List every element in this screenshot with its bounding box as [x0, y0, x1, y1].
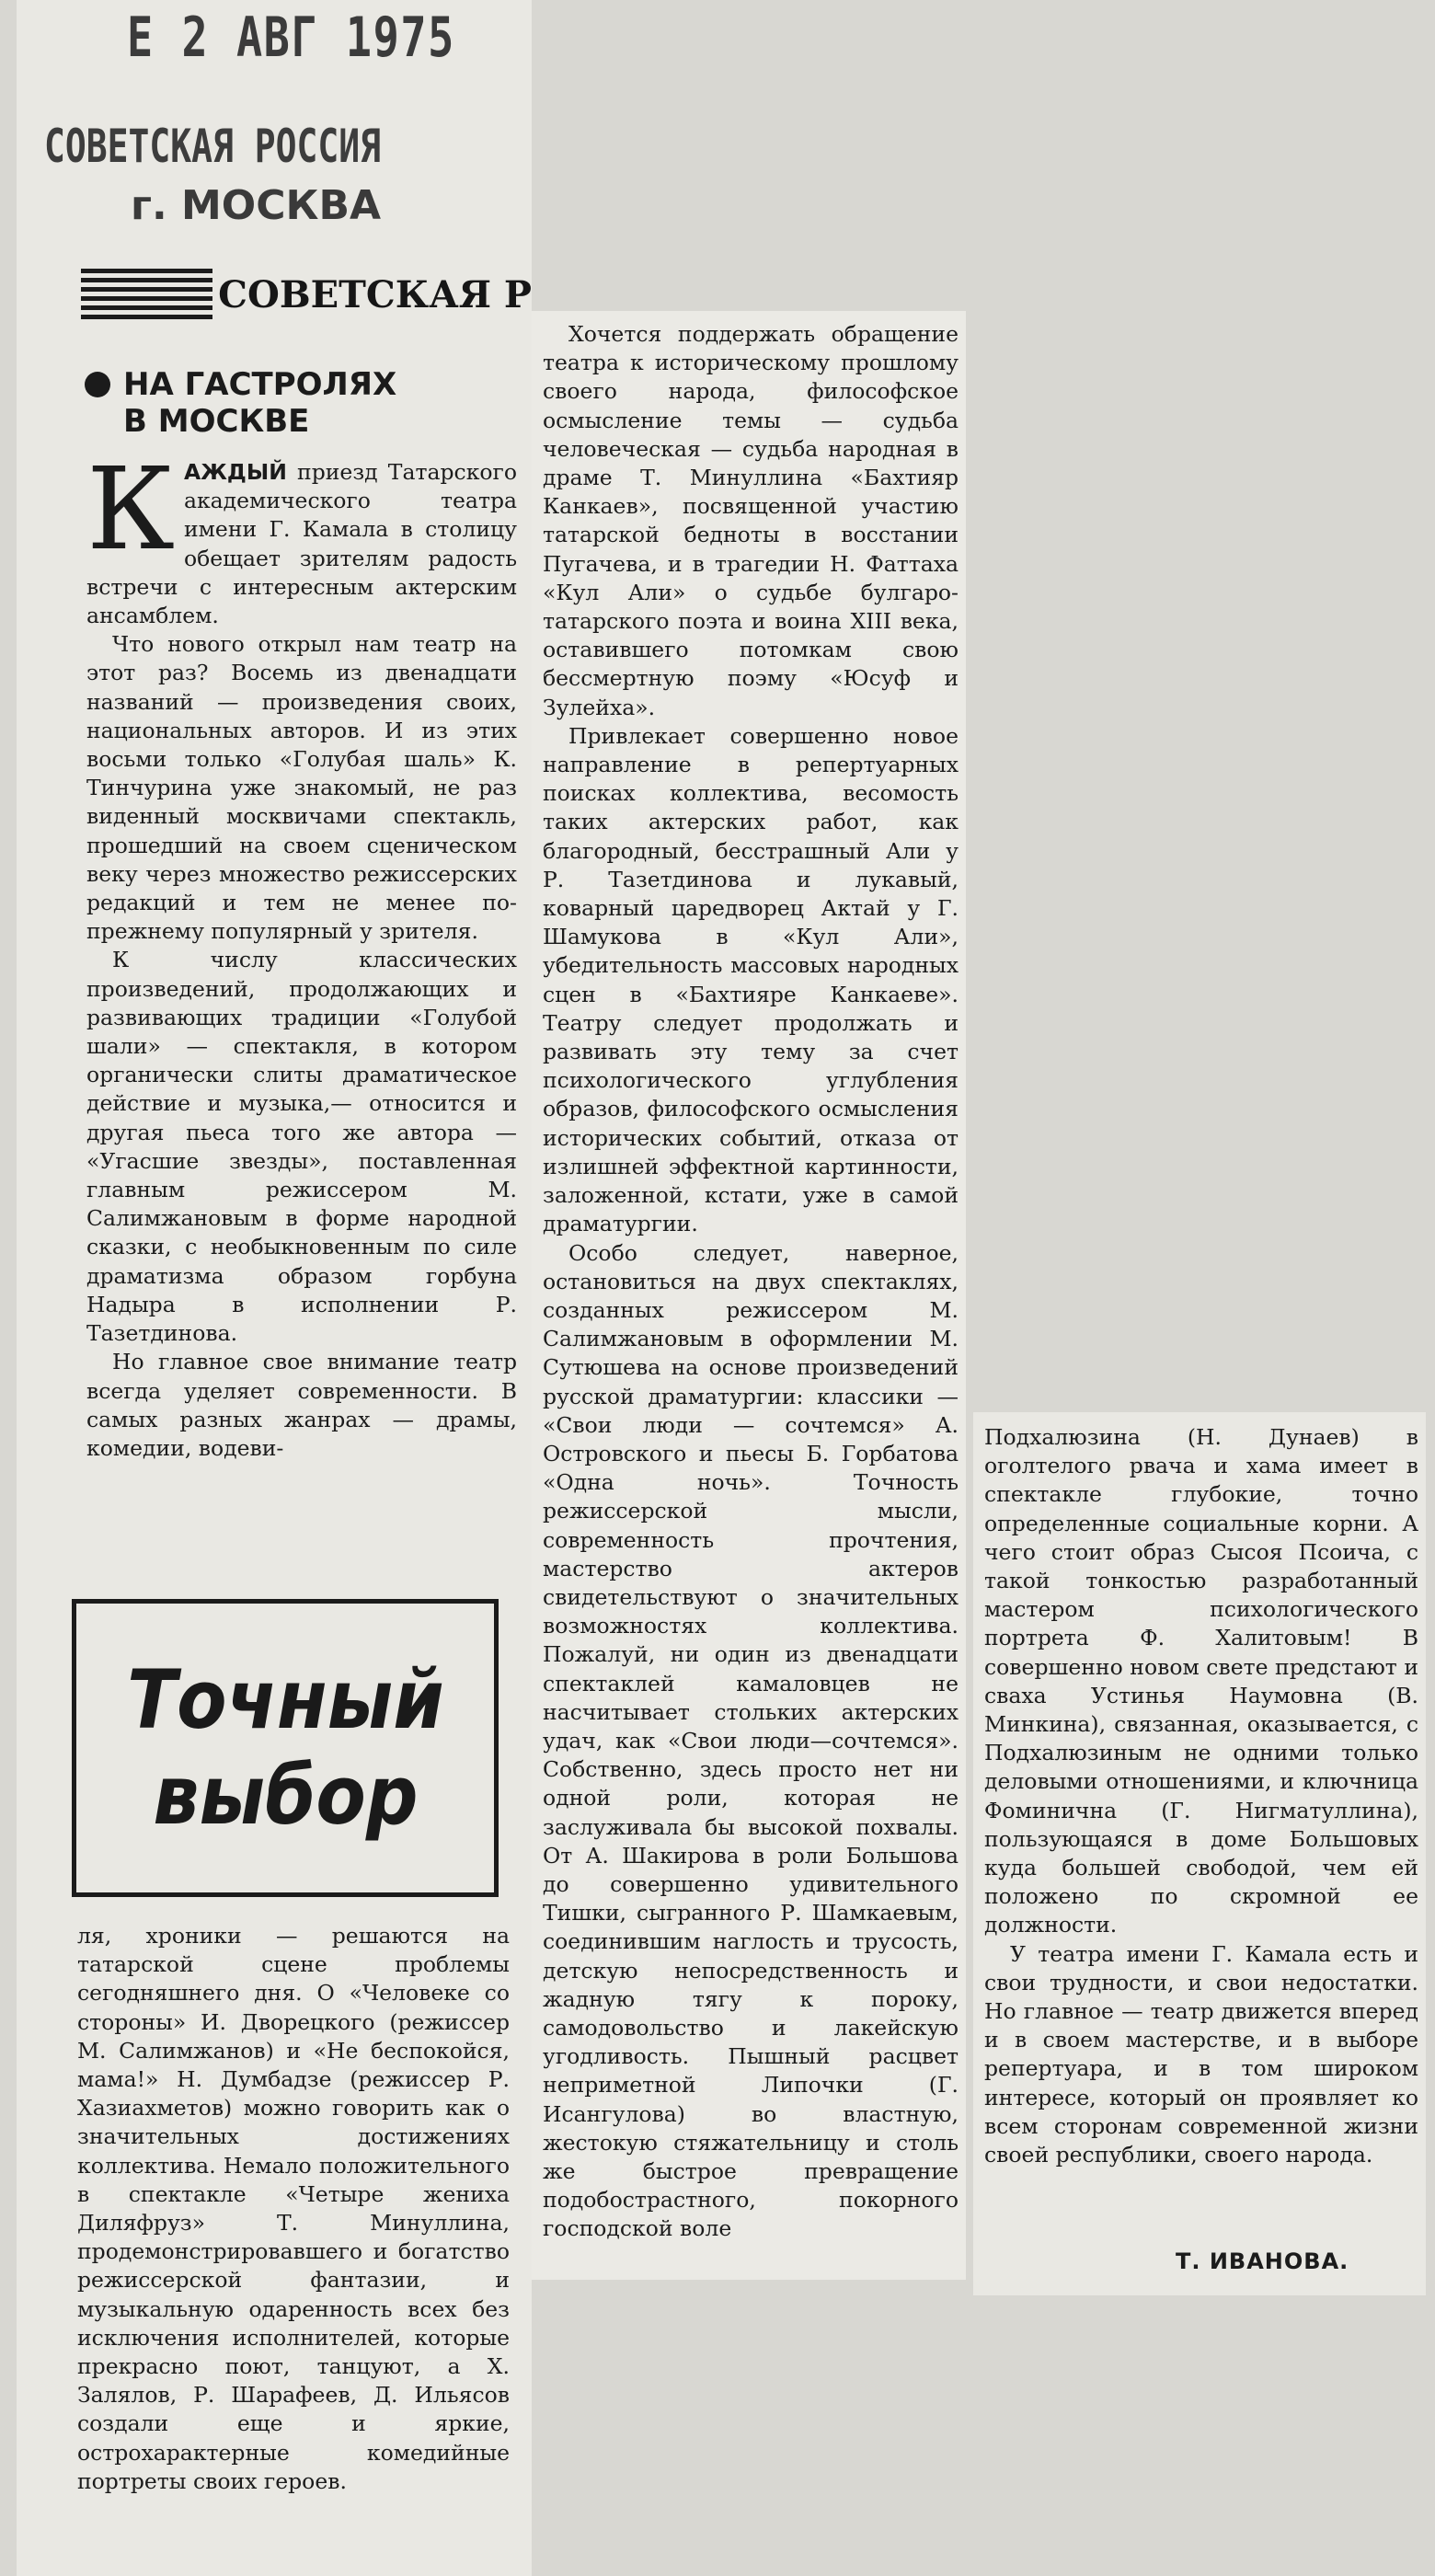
paragraph: Но главное свое внимание театр всегда уделяет современности. В самых разных жанрах — драмы, комедии, водеви- [86, 1349, 517, 1461]
lead-paragraph [86, 443, 517, 630]
author-signature: Т. ИВАНОВА. [1176, 2248, 1349, 2274]
newspaper-stamp: СОВЕТСКАЯ РОССИЯ [44, 120, 382, 173]
masthead-name: СОВЕТСКАЯ Р [218, 272, 532, 316]
masthead [81, 267, 532, 322]
city-stamp: г. МОСКВА [131, 182, 382, 229]
bullet-icon [85, 372, 110, 397]
paragraph: К числу классических произведений, продолжающих и развивающих традиции «Голубой шали» — спектакля, в котором органически слиты драматическое действие и музыка,— относится и другая пьеса того же автора — «Угасшие звезды», поставленная главным режиссером М. Салимжановым в форме народной сказки, с необыкновенным по силе драматизма образом горбуна Надыра в исполнении Р. Тазетдинова. [86, 947, 517, 1347]
article-column-1 [86, 443, 517, 1463]
article-column-1-continued [77, 1922, 510, 2496]
article-column-2 [543, 320, 959, 2244]
headline-box [72, 1599, 499, 1897]
lead-first-word: АЖДЫЙ [183, 459, 287, 485]
paragraph: Хочется поддержать обращение театра к историческому прошлому своего народа, философское осмысление темы — судьба человеческая — судьба народная в драме Т. Минуллина «Бахтияр Канкаев», посвященной участию татарской бедноты в восстании Пугачева, и в трагедии Н. Фаттаха «Кул Али» о судьбе булгаро-татарского поэта и воина XIII века, оставившего потомкам свою бессмертную поэму «Юсуф и Зулейха». [543, 321, 959, 720]
masthead-rules [81, 269, 212, 320]
paragraph: Особо следует, наверное, остановиться на двух спектаклях, созданных режиссером М. Салимжановым в оформлении М. Сутюшева на основе произведений русской драматургии: классики — «Свои люди — сочтемся» А. Островского и пьесы Б. Горбатова «Одна ночь». Точность режиссерской мысли, современность прочтения, мастерство актеров свидетельствуют о значительных возможностях коллектива. Пожалуй, ни один из двенадцати спектаклей камаловцев не насчитывает стольких актерских удач, как «Свои люди—сочтемся». Собственно, здесь просто нет ни одной роли, которая не заслуживала бы высокой похвалы. От А. Шакирова в роли Большова до совершенно удивительного Тишки, сыгранного Р. Шамкаевым, соединившим наглость и трусость, детскую непосредственность и жадную тягу к пороку, самодовольство и лакейскую угодливость. Пышный расцвет неприметной Липочки (Г. Исангулова) во властную, жестокую стяжательницу и столь же быстрое превращение подобострастного, покорного господской воле [543, 1239, 959, 2242]
paragraph: ля, хроники — решаются на татарской сцене проблемы сегодняшнего дня. О «Человеке со стороны» И. Дворецкого (режиссер М. Салимжанов) и «Не беспокойся, мама!» Н. Думбадзе (режиссер Р. Хазиахметов) можно говорить как о значительных достижениях коллектива. Немало положительного в спектакле «Четыре жениха Диляфруз» Т. Минуллина, продемонстрировавшего и богатство режиссерской фантазии, и музыкальную одаренность всех без исключения исполнителей, которые прекрасно поют, танцуют, а Х. Залялов, Р. Шарафеев, Д. Ильясов создали еще и яркие, острохарактерные комедийные портреты своих героев. [77, 1923, 510, 2494]
drop-cap: К [86, 443, 175, 576]
date-stamp: Е 2 АВГ 1975 [127, 6, 455, 70]
rubric-text: НА ГАСТРОЛЯХ В МОСКВЕ [123, 366, 397, 440]
paragraph: Подхалюзина (Н. Дунаев) в оголтелого рвача и хама имеет в спектакле глубокие, точно определенные социальные корни. А чего стоит образ Сысоя Псоича, с такой тонкостью разработанный мастером психологического портрета Ф. Халитовым! В совершенно новом свете предстают и сваха Устинья Наумовна (В. Минкина), связанная, оказывается, с Подхалюзиным не одними только деловыми отношениями, и ключница Фоминична (Г. Нигматуллина), пользующаяся в доме Большовых куда большей свободой, чем ей положено по скромной ее должности. [984, 1424, 1418, 1938]
paragraph: Привлекает совершенно новое направление в репертуарных поисках коллектива, весомость таких актерских работ, как благородный, бесстрашный Али у Р. Тазетдинова и лукавый, коварный царедворец Актай у Г. Шамукова в «Кул Али», убедительность массовых народных сцен в «Бахтияре Канкаеве». Театру следует продолжать и развивать эту тему за счет психологического углубления образов, философского осмысления исторических событий, отказа от излишней эффектной картинности, заложенной, кстати, уже в самой драматургии. [543, 722, 959, 1237]
paragraph: У театра имени Г. Камала есть и свои трудности, и свои недостатки. Но главное — театр движется вперед и в своем мастерстве, и в выборе репертуара, и в том широком интересе, который он проявляет ко всем сторонам современной жизни своей республики, своего народа. [984, 1940, 1418, 2168]
paragraph: Что нового открыл нам театр на этот раз? Восемь из двенадцати названий — произведения своих, национальных авторов. И из этих восьми только «Голубая шаль» К. Тинчурина уже знакомый, не раз виденный москвичами спектакль, прошедший на своем сценическом веку через множество режиссерских редакций и тем не менее по-прежнему популярный у зрителя. [86, 631, 517, 945]
headline: Точный выбор [126, 1652, 444, 1843]
article-column-3 [984, 1423, 1418, 2169]
lead-rest: приезд Татарского академического театра имени Г. Камала в столицу обещает зрителям радость встречи с интересным актерским ансамблем. [86, 459, 517, 629]
rubric [85, 366, 471, 440]
